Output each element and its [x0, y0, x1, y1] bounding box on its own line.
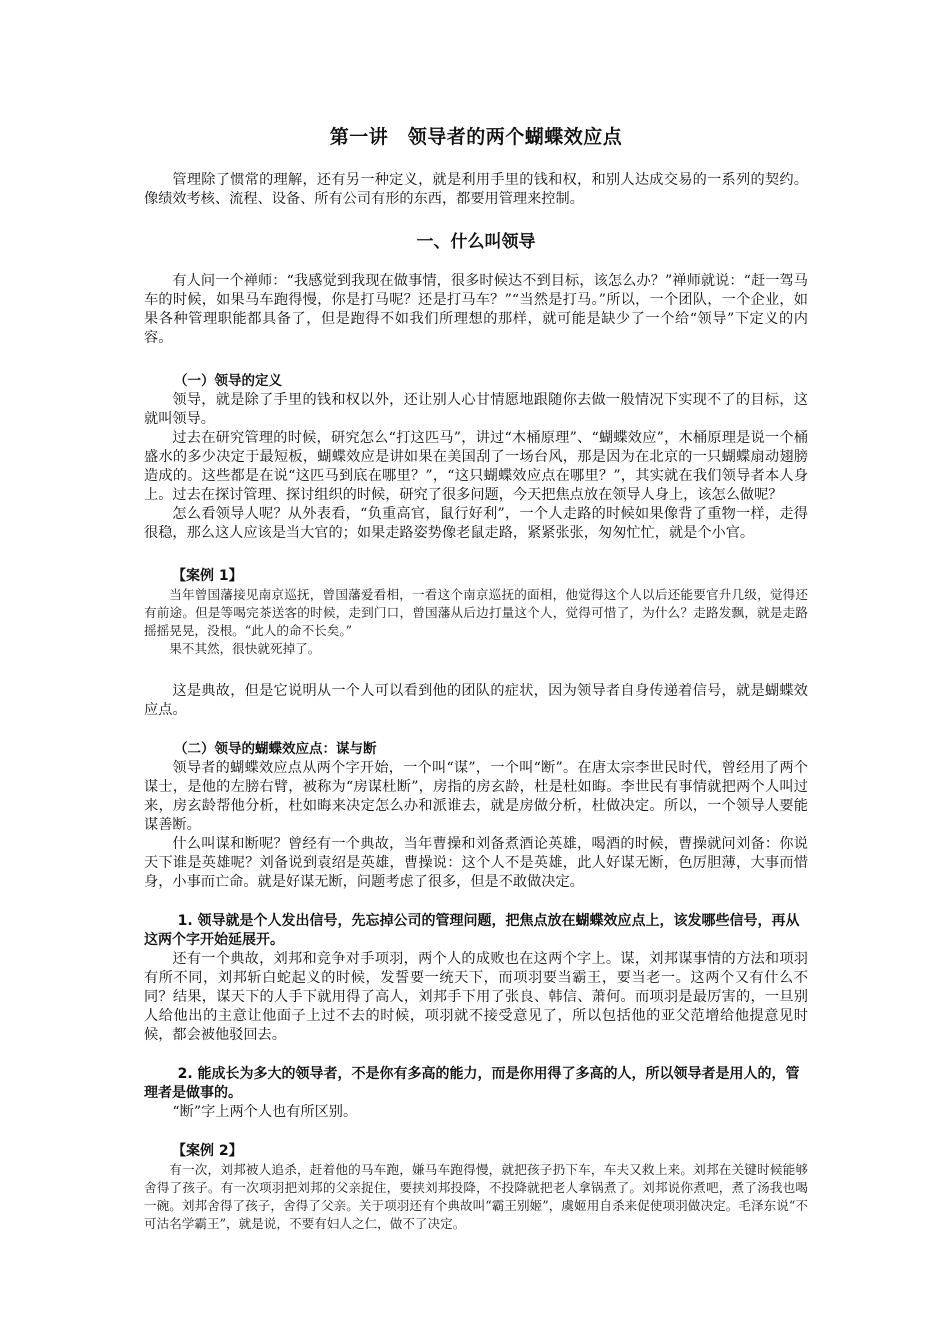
case-2-label: 【案例 2】	[172, 1143, 243, 1159]
butterfly-effect-paragraph: 过去在研究管理的时候，研究怎么“打这匹马”，讲过“木桶原理”、“蝴蝶效应”，木桶原理是说一个桶盛水的多少决定于最短板，蝴蝶效应是讲如果在美国刮了一场台风，那是因为在北京的一只蝴蝶扇动翅膀造成的。这些都是在说“这匹马到底在哪里？”，“这只蝴蝶效应点在哪里？”，其实就在我们领导者本人身上。过去在探讨管理、探讨组织的时候，研究了很多问题，今天把焦点放在领导人身上，该怎么做呢？	[144, 430, 808, 503]
intro-paragraph: 管理除了惯常的理解，还有另一种定义，就是利用手里的钱和权，和别人达成交易的一系列的契约。像绩效考核、流程、设备、所有公司有形的东西，都要用管理来控制。	[144, 172, 808, 207]
case-1-text: 当年曾国藩接见南京巡抚，曾国藩爱看相，一看这个南京巡抚的面相，他觉得这个人以后还能要官升几级，觉得还有前途。但是等喝完茶送客的时候，走到门口，曾国藩从后边打量这个人，觉得可惜了，为什么？走路发飘，就是走路摇摇晃晃，没根。“此人的命不长矣。”	[144, 587, 808, 638]
case-1-label: 【案例 1】	[172, 568, 243, 584]
point-2-heading: 2. 能成长为多大的领导者，不是你有多高的能力，而是你用得了多高的人，所以领导者是用人的，管理者是做事的。	[144, 1066, 800, 1101]
definition-paragraph: 领导，就是除了手里的钱和权以外，还让别人心甘情愿地跟随你去做一般情况下实现不了的目标，这就叫领导。	[144, 392, 808, 427]
cao-cao-paragraph: 什么叫谋和断呢？曾经有一个典故，当年曹操和刘备煮酒论英雄，喝酒的时候，曹操就问刘备：你说天下谁是英雄呢？刘备说到袁绍是英雄，曹操说：这个人不是英雄，此人好谋无断，色厉胆薄，大事而惜身，小事而亡命。就是好谋无断，问题考虑了很多，但是不敢做决定。	[144, 836, 808, 890]
point-1-heading: 1. 领导就是个人发出信号，先忘掉公司的管理问题，把焦点放在蝴蝶效应点上，该发哪些信号，再从这两个字开始延展开。	[144, 913, 800, 948]
tang-taizong-paragraph: 领导者的蝴蝶效应点从两个字开始，一个叫“谋”，一个叫“断”。在唐太宗李世民时代，曾经用了两个谋士，是他的左膀右臂，被称为“房谋杜断”，房指的房玄龄，杜是杜如晦。李世民有事情就把两个人叫过来，房玄龄帮他分析，杜如晦来决定怎么办和派谁去，就是房做分析，杜做决定。所以，一个领导人要能谋善断。	[144, 760, 808, 833]
section-heading-leadership: 一、什么叫领导	[416, 232, 536, 252]
after-case-1-paragraph: 这是典故，但是它说明从一个人可以看到他的团队的症状，因为领导者自身传递着信号，就是蝴蝶效应点。	[144, 683, 808, 718]
subsection-heading-definition: （一）领导的定义	[174, 373, 282, 389]
case-2-text: 有一次，刘邦被人追杀，赶着他的马车跑，嫌马车跑得慢，就把孩子扔下车，车夫又救上来。刘邦在关键时候能够舍得了孩子。有一次项羽把刘邦的父亲捉住，要挟刘邦投降，不投降就把老人拿锅煮了。刘邦说你煮吧，煮了汤我也喝一碗。刘邦舍得了孩子，舍得了父亲。关于项羽还有个典故叫“霸王别姬”，虞姬用自杀来促使项羽做决定。毛泽东说“不可沽名学霸王”，就是说，不要有妇人之仁，做不了决定。	[144, 1162, 808, 1231]
liu-bang-xiang-yu-paragraph: 还有一个典故，刘邦和竞争对手项羽，两个人的成败也在这两个字上。谋，刘邦谋事情的方法和项羽有所不同，刘邦斩白蛇起义的时候，发誓要一统天下，而项羽要当霸王，要当老一。这两个又有什么不同？结果，谋天下的人手下就用得了高人，刘邦手下用了张良、韩信、萧何。而项羽是最厉害的，一旦别人给他出的主意让他面子上过不去的时候，项羽就不接受意见了，所以包括他的亚父范增给他提意见时候，都会被他驳回去。	[144, 951, 808, 1043]
zen-master-paragraph: 有人问一个禅师：“我感觉到我现在做事情，很多时候达不到目标，该怎么办？”禅师就说：“赶一驾马车的时候，如果马车跑得慢，你是打马呢？还是打马车？”“当然是打马。”所以，一个团队，一个企业，如果各种管理职能都具备了，但是跑得不如我们所理想的那样，就可能是缺少了一个给“领导”下定义的内容。	[144, 273, 808, 346]
subsection-heading-plan-decide: （二）领导的蝴蝶效应点：谋与断	[174, 741, 377, 757]
appearance-paragraph: 怎么看领导人呢？从外表看，“负重高官，鼠行好利”，一个人走路的时候如果像背了重物一样，走得很稳，那么这人应该是当大官的；如果走路姿势像老鼠走路，紧紧张张，匆匆忙忙，就是个小官。	[144, 506, 808, 541]
page-title: 第一讲 领导者的两个蝴蝶效应点	[329, 126, 623, 148]
decide-difference-paragraph: “断”字上两个人也有所区别。	[172, 1104, 358, 1120]
document-page	[144, 122, 808, 1233]
case-1-conclusion: 果不其然，很快就死掉了。	[169, 641, 321, 656]
